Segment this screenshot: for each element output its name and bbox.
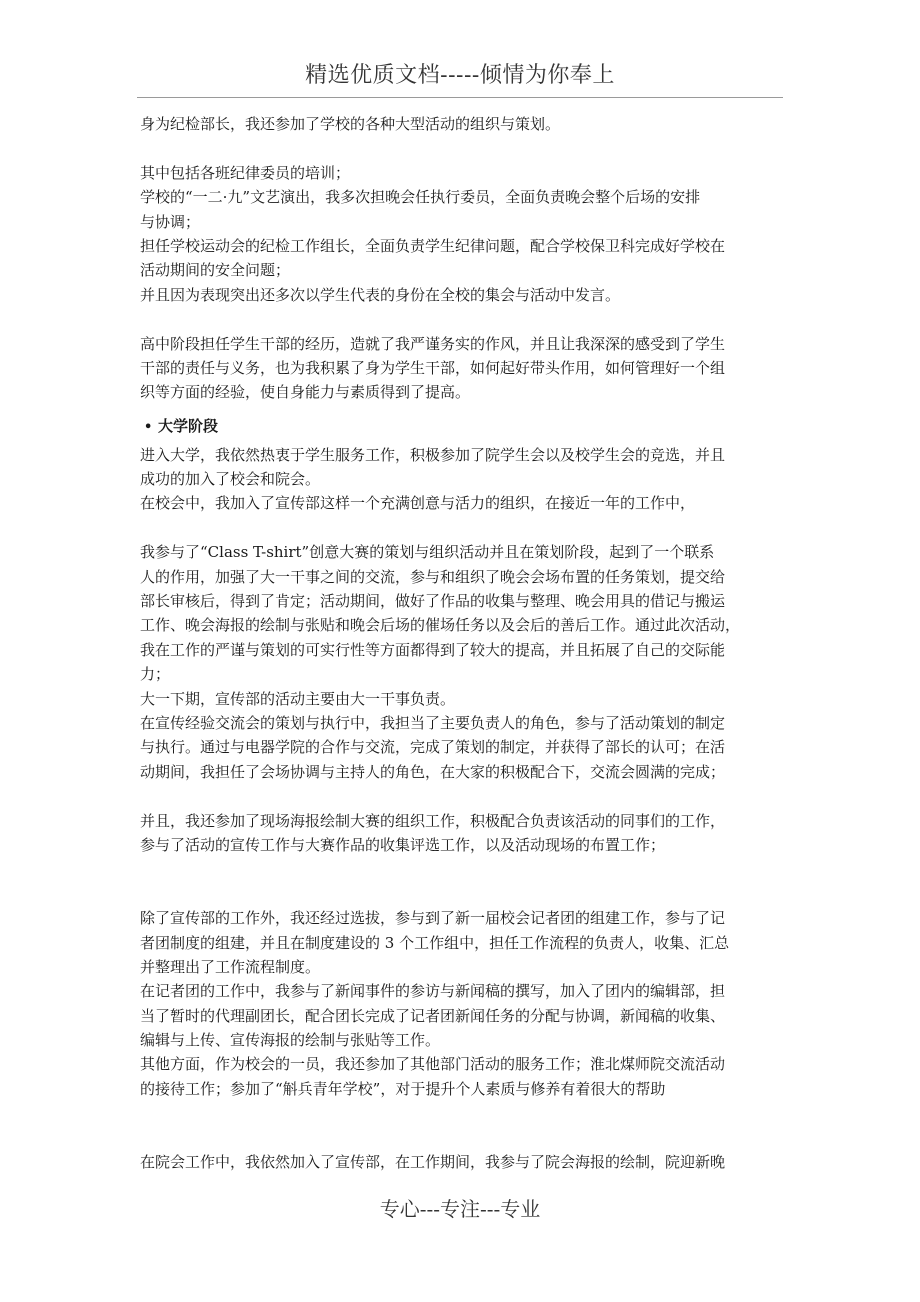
paragraph-line: 其中包括各班纪律委员的培训； — [140, 163, 351, 182]
blank-line — [140, 857, 780, 881]
paragraph-line: 与执行。通过与电器学院的合作与交流，完成了策划的制定，并获得了部长的认可；在活 — [140, 738, 726, 757]
paragraph-line: 在院会工作中，我依然加入了宣传部，在工作期间，我参与了院会海报的绘制，院迎新晚 — [140, 1153, 726, 1172]
paragraph-line: 人的作用，加强了大一干事之间的交流，参与和组织了晚会会场布置的任务策划，提交给 — [140, 567, 726, 586]
blank-line — [140, 1126, 780, 1150]
paragraph-line: 者团制度的组建，并且在制度建设的 3 个工作组中，担任工作流程的负责人，收集、汇总 — [140, 933, 730, 952]
paragraph-line: 担任学校运动会的纪检工作组长，全面负责学生纪律问题，配合学校保卫科完成好学校在 — [140, 236, 726, 255]
paragraph-line: 我在工作的严谨与策划的可实行性等方面都得到了较大的提高，并且拓展了自己的交际能 — [140, 640, 726, 659]
document-body — [140, 112, 780, 1174]
blank-line — [140, 882, 780, 906]
header-divider — [137, 97, 783, 98]
paragraph-line: 力； — [140, 665, 171, 684]
paragraph-line: 大一下期，宣传部的活动主要由大一干事负责。 — [140, 689, 456, 708]
blank-line — [140, 784, 780, 808]
paragraph-line: 参与了活动的宣传工作与大赛作品的收集评选工作，以及活动现场的布置工作； — [140, 835, 666, 854]
blank-line — [140, 136, 780, 160]
paragraph-line: 与协调； — [140, 212, 201, 231]
paragraph-line: 其他方面，作为校会的一员，我还参加了其他部门活动的服务工作；淮北煤师院交流活动 — [140, 1055, 726, 1074]
paragraph-line: 我参与了“Class T-shirt”创意大赛的策划与组织活动并且在策划阶段，起到了一个联系 — [140, 543, 715, 562]
page-header-title: 精选优质文档-----倾情为你奉上 — [305, 63, 615, 88]
paragraph-line: 当了暂时的代理副团长，配合团长完成了记者团新闻任务的分配与协调，新闻稿的收集、 — [140, 1006, 726, 1025]
paragraph-line: 身为纪检部长，我还参加了学校的各种大型活动的组织与策划。 — [140, 115, 561, 133]
paragraph-line: 并整理出了工作流程制度。 — [140, 957, 321, 976]
section-heading — [140, 409, 780, 443]
paragraph-line: 干部的责任与义务，也为我积累了身为学生干部，如何起好带头作用，如何管理好一个组 — [140, 358, 726, 377]
bullet-icon: • — [144, 419, 153, 435]
paragraph-line: 织等方面的经验，使自身能力与素质得到了提高。 — [140, 383, 471, 402]
blank-line — [140, 516, 780, 540]
paragraph-line: 在校会中，我加入了宣传部这样一个充满创意与活力的组织，在接近一年的工作中， — [140, 494, 696, 513]
paragraph-line: 进入大学，我依然热衷于学生服务工作，积极参加了院学生会以及校学生会的竞选，并且 — [140, 445, 726, 464]
paragraph-line: 活动期间的安全问题； — [140, 261, 291, 280]
blank-line — [140, 307, 780, 331]
blank-line — [140, 1101, 780, 1125]
paragraph-line: 除了宣传部的工作外，我还经过选拔，参与到了新一届校会记者团的组建工作，参与了记 — [140, 909, 726, 928]
section-heading-text: 大学阶段 — [158, 416, 219, 435]
paragraph-line: 在记者团的工作中，我参与了新闻事件的参访与新闻稿的撰写，加入了团内的编辑部，担 — [140, 982, 726, 1001]
paragraph-line: 成功的加入了校会和院会。 — [140, 470, 321, 489]
paragraph-line: 部长审核后，得到了肯定；活动期间，做好了作品的收集与整理、晚会用具的借记与搬运 — [140, 592, 726, 611]
paragraph-line: 并且，我还参加了现场海报绘制大赛的组织工作，积极配合负责该活动的同事们的工作， — [140, 811, 726, 830]
paragraph-line: 动期间，我担任了会场协调与主持人的角色，在大家的积极配合下，交流会圆满的完成； — [140, 762, 726, 781]
paragraph-line: 工作、晚会海报的绘制与张贴和晚会后场的催场任务以及会后的善后工作。通过此次活动， — [140, 616, 741, 635]
paragraph-line: 并且因为表现突出还多次以学生代表的身份在全校的集会与活动中发言。 — [140, 285, 621, 304]
paragraph-line: 学校的“一二·九”文艺演出，我多次担晚会任执行委员，全面负责晚会整个后场的安排 — [140, 188, 701, 207]
paragraph-line: 编辑与上传、宣传海报的绘制与张贴等工作。 — [140, 1031, 441, 1050]
paragraph-line: 的接待工作；参加了“斛兵青年学校”，对于提升个人素质与修养有着很大的帮助 — [140, 1079, 666, 1098]
paragraph-line: 在宣传经验交流会的策划与执行中，我担当了主要负责人的角色，参与了活动策划的制定 — [140, 713, 726, 732]
paragraph-line: 高中阶段担任学生干部的经历，造就了我严谨务实的作风，并且让我深深的感受到了学生 — [140, 334, 726, 353]
page-footer: 专心---专注---专业 — [379, 1197, 541, 1221]
